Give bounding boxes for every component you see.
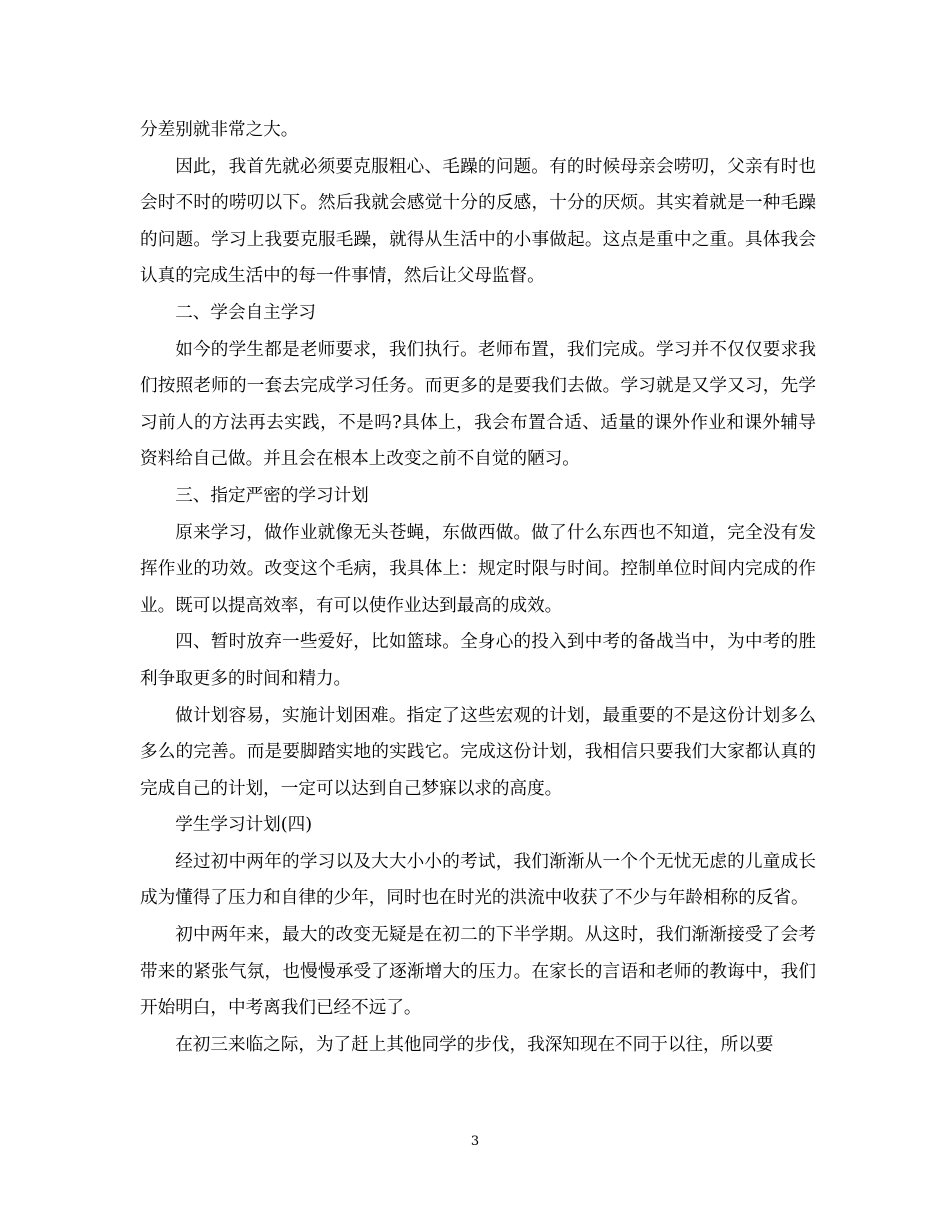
- paragraph-8: 在初三来临之际，为了赶上其他同学的步伐，我深知现在不同于以往，所以要: [175, 1034, 774, 1055]
- paragraph-6: 经过初中两年的学习以及大大小小的考试，我们渐渐从一个个无忧无虑的儿童成长成为懂得了压力和自律的少年，同时也在时光的洪流中收获了不少与年龄相称的反省。: [140, 851, 816, 909]
- section-heading-2: 二、学会自主学习: [175, 302, 316, 323]
- paragraph-1: 分差别就非常之大。: [140, 120, 299, 140]
- section-heading-4: 四、暂时放弃一些爱好，比如篮球。全身心的投入到中考的备战当中，为中考的胜利争取更多的时间和精力。: [140, 632, 816, 689]
- paragraph-7: 初中两年来，最大的改变无疑是在初二的下半学期。从这时，我们渐渐接受了会考带来的紧张气氛，也慢慢承受了逐渐增大的压力。在家长的言语和老师的教诲中，我们开始明白，中考离我们已经不远了。: [140, 925, 816, 1019]
- document-body: [140, 112, 816, 1063]
- paragraph-2: 因此，我首先就必须要克服粗心、毛躁的问题。有的时候母亲会唠叨，父亲有时也会时不时的唠叨以下。然后我就会感觉十分的反感，十分的厌烦。其实着就是一种毛躁的问题。学习上我要克服毛躁，就得从生活中的小事做起。这点是重中之重。具体我会认真的完成生活中的每一件事情，然后让父母监督。: [140, 156, 816, 287]
- paragraph-3: 如今的学生都是老师要求，我们执行。老师布置，我们完成。学习并不仅仅要求我们按照老师的一套去完成学习任务。而更多的是要我们去做。学习就是又学又习，先学习前人的方法再去实践，不是吗?具体上，我会布置合适、适量的课外作业和课外辅导资料给自己做。并且会在根本上改变之前不自觉的陋习。: [140, 339, 816, 470]
- section-title-plan-4: 学生学习计划(四): [175, 815, 313, 836]
- paragraph-5: 做计划容易，实施计划困难。指定了这些宏观的计划，最重要的不是这份计划多么多么的完善。而是要脚踏实地的实践它。完成这份计划，我相信只要我们大家都认真的完成自己的计划，一定可以达到自己梦寐以求的高度。: [140, 705, 816, 799]
- page-number: 3: [470, 1134, 480, 1149]
- paragraph-4: 原来学习，做作业就像无头苍蝇，东做西做。做了什么东西也不知道，完全没有发挥作业的功效。改变这个毛病，我具体上：规定时限与时间。控制单位时间内完成的作业。既可以提高效率，有可以使作业达到最高的成效。: [140, 522, 816, 616]
- section-heading-3: 三、指定严密的学习计划: [175, 485, 369, 506]
